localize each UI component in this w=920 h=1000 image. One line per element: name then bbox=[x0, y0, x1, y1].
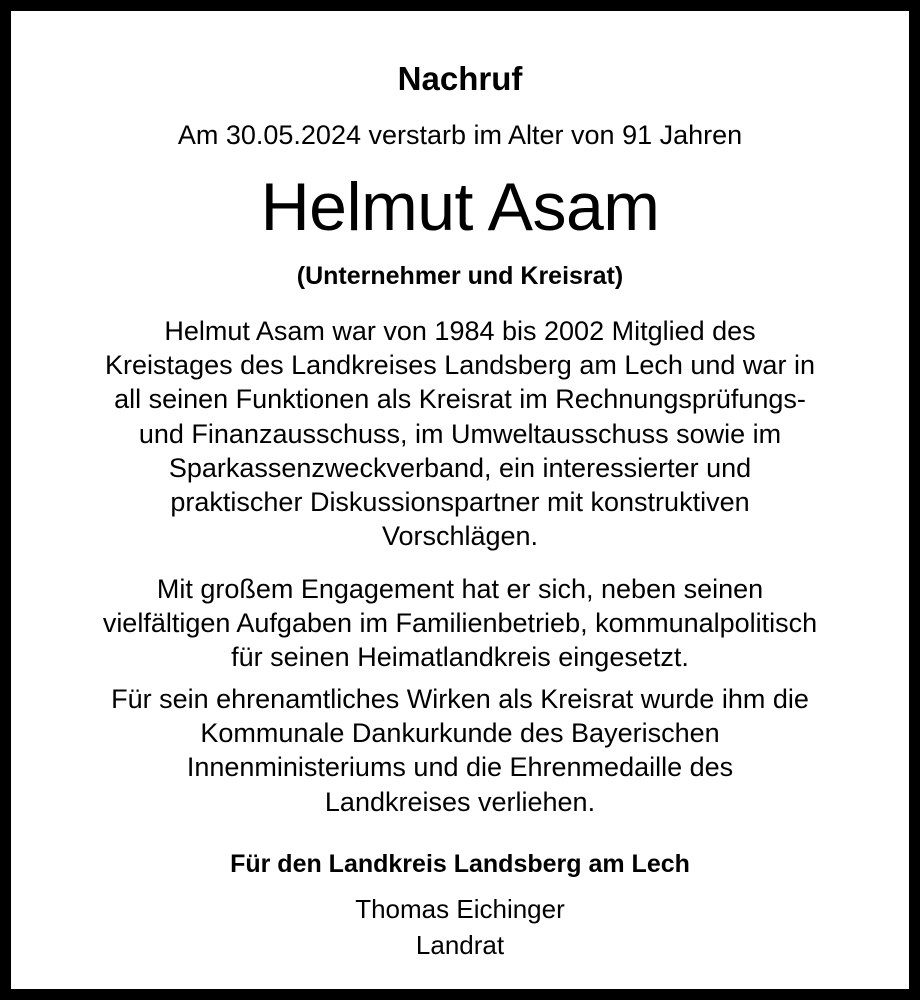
paragraph-line: Landkreises verliehen. bbox=[324, 786, 596, 817]
paragraph-line: Vorschlägen. bbox=[381, 521, 539, 552]
paragraph-line: all seinen Funktionen als Kreisrat im Rechnungsprüfungs- bbox=[114, 384, 806, 415]
deceased-role: (Unternehmer und Kreisrat) bbox=[296, 262, 624, 290]
signoff-organization: Für den Landkreis Landsberg am Lech bbox=[230, 850, 690, 878]
paragraph-line: vielfältigen Aufgaben im Familienbetrieb, kommunalpolitisch bbox=[102, 608, 818, 639]
deceased-name: Helmut Asam bbox=[260, 169, 660, 245]
engagement-paragraph bbox=[11, 572, 909, 675]
paragraph-line: Kommunale Dankurkunde des Bayerischen bbox=[200, 718, 720, 749]
signatory-title: Landrat bbox=[415, 930, 505, 960]
honors-paragraph bbox=[11, 682, 909, 819]
paragraph-line: Sparkassenzweckverband, ein interessierter und bbox=[168, 452, 752, 483]
death-announcement: Am 30.05.2024 verstarb im Alter von 91 Jahren bbox=[177, 120, 743, 150]
paragraph-line: Innenministeriums und die Ehrenmedaille des bbox=[186, 752, 734, 783]
biography-paragraph bbox=[11, 314, 909, 553]
paragraph-line: praktischer Diskussionspartner mit konstruktiven bbox=[170, 487, 750, 518]
paragraph-line: Kreistages des Landkreises Landsberg am Lech und war in bbox=[105, 350, 815, 381]
paragraph-line: Mit großem Engagement hat er sich, neben seinen bbox=[156, 574, 764, 604]
paragraph-line: Helmut Asam war von 1984 bis 2002 Mitglied des bbox=[164, 316, 756, 346]
signatory-name: Thomas Eichinger bbox=[355, 894, 565, 924]
paragraph-line: und Finanzausschuss, im Umweltausschuss sowie im bbox=[138, 418, 782, 449]
paragraph-line: Für sein ehrenamtliches Wirken als Kreisrat wurde ihm die bbox=[111, 684, 809, 714]
paragraph-line: für seinen Heimatlandkreis eingesetzt. bbox=[231, 642, 689, 673]
notice-heading: Nachruf bbox=[397, 60, 523, 97]
